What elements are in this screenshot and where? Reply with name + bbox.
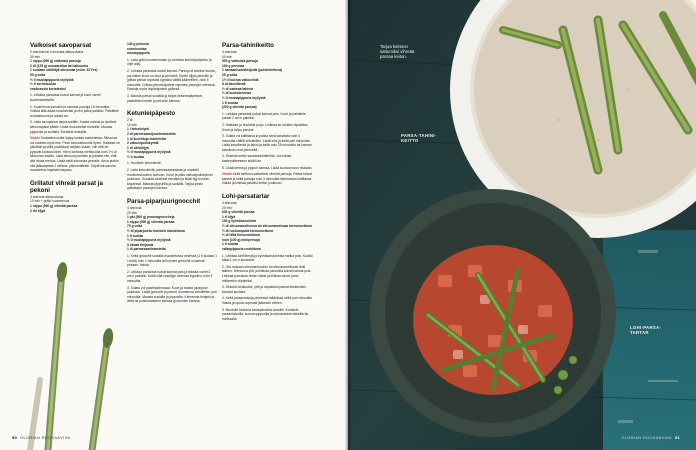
recipe-servings: 2 annosta tai 4 annosta alkuruokana [30,50,84,54]
caption-title: LOHI-PARSA-TARTAR [630,325,662,336]
ingredient: ½ dl tilliä hienonnettuna [222,233,260,238]
recipe-step: 1. Leikkaa parsoista kuivat kannat pois. Kuori ja paloittele parsat 2 cm:n paloiksi. [222,111,306,121]
recipe-parsa-tahinikeitto [222,42,314,186]
tip-label: Vinkki [30,136,40,141]
ingredient: 1½ tl kuivaa valkoviiniä [222,77,259,82]
ingredient: 1 suolaan säilöttyä sitruunaa (esim. ATYes) [30,68,98,73]
ingredient: ½ tl mustapippuria myllystä [127,150,171,155]
ingredient: noin (100 g) minipersoja [222,237,260,242]
recipe-time: 20 min [127,210,137,215]
recipe-time: 10 min + grillin kuumennus [30,199,70,204]
page-gutter [345,0,351,450]
recipe-step: 4. Soseuta keitto sauvasekoittimella. Jos haluat kastepuitteeseen siivilöi se. [222,154,292,164]
recipe-time: 20 min [222,205,232,210]
ingredient: 1 l ketunleipiä [127,127,149,132]
page-number: 51 [674,435,680,440]
recipe-servings: 2 dl [127,118,133,123]
recipe-tip [222,172,314,186]
recipe-title: Ketunleipäpesto [127,110,176,118]
recipe-step: 1. Keitä gnocchit suolalla maustetussa vedessä (1 tl suolaa/ 1 l vettä) noin 2 minuuttia tai kunnes gnocchit nousevat pintaan. Valuta. [127,253,217,268]
ingredient: 1 tl suolaa [127,233,144,238]
ingredient: 1 tl suolaa [222,242,239,247]
page-footer-left [12,435,71,440]
ingredient: 1 nippu (500 g) vihreää parsaa [30,204,78,209]
ingredient: ½ tl mustapippuria myllystä [127,238,171,243]
ingredient: 150 g kylmäsavulohta [222,219,257,224]
ingredient: 1 banaanisalottisipulia (puhdistettuna) [222,68,283,73]
recipe-step: 3. Laita savuparsat tarjoiluvadille. Kaada voisula ja ripottele sitruunapalat päälle. Lisää mozzarellat reunoille. Mausta pippurilla ja suolalla. Koristele krassilla. [30,120,117,134]
magazine-title: GLORIAN RUOKA&VIINI [621,435,672,440]
ingredient: 1 nippu (500 g) vihreää parsaa [127,219,175,224]
ingredient: ½ tl mustapippuria myllystä [30,77,74,82]
ingredient: 500 g valkoisia parsoja [222,59,258,64]
ingredient: 1 tl suolaa [222,100,239,105]
page-number: 50 [12,435,18,440]
recipe-step: 3. Sulata voi paistinpannussa. Kuori ja raasta piparjuuri joukkoon. Lisää gnocchit ja parsat, kuumenna sekoitellen pari minuuttia. Mausta suolalla ja pippurilla. Kiemenna timjami ja lisää ne juustoraasteen kanssa gnocchien kanssa. [127,285,217,304]
recipe-step: 2. Halkaise ja huuhtele purjo. Leikkaa se ohuiksi viipaleiksi. Kuori ja lohko peruna. [222,122,309,132]
caption-lohi [630,325,670,335]
ingredient: 50 g voita [30,72,46,77]
recipe-step: 2. Laita ketunleivät, parmesaaniraaste ja mantelit monitoimikoneen kulhoon. Kuori ja pilko valkosipulinkynnet joukkoon. Sosauta ainekset tahnaksi ja lisää öljy koneen käydessä. Mausta pippurilla ja suolalla. Tarjoa pesto grillattujen parsojen kanssa. [127,168,213,191]
tartar-plate-image [368,185,618,440]
ingredient: 1 tl öljyä [222,214,236,219]
ingredient: ½ tl mustapippuria myllystä [222,95,266,100]
ingredient: 3 oksaa timjamia [127,242,154,247]
tip-text: Suolasitruunoita löytyy isoista marketeista. Sitruunat voi suolata myös itse. Pese luomusitruunia hyvin. Halkaise ne pituittain ja viillä puolikkaat neljään osaan, niin että ne pysyvät koossa kiinni. Hiero karkeaa merisuolaa noin 1½ dl sitruunan sisään. Laita sitruuna purkkiin ja paineta niin, että sitä irtoaa mehua. Lisää vielä sitruunaa pinnalle. Anna purkin olla jääkaapissa 2 viikkoa, pitemmällekin. Käytä sitruunoita mausteena kaprisien tapaan. [30,136,120,173]
ingredient: 2 valkosipulinkynttä [127,141,159,146]
ingredient: mustapippuria [127,51,150,56]
recipe-step: 1. Leikkaa parsoista kuivat kannat ja kuori varret kuorimaveitsellä. [30,93,101,102]
recipe-step: 2. Kuumenna savustin ja savusta parsoja 15 minuuttia. Voiluta sillä aikaa mozzarellat ja revi palloi paloiksi. Paloittele suolasitruuna ja sulata voi. [30,104,119,118]
recipe-servings: 4 annosta alkuruokana [30,194,64,199]
recipe-time: 10 min [127,122,137,127]
ingredient: 2 dl parmesaanijuustoraastetta [127,131,176,136]
recipe-title: Parsa-tahinikeitto [222,42,274,49]
ingredient: ½ dl sitruunavoihenna tai sitruunamehuaa hienonnettuna [222,224,312,228]
ingredient: vesikrassia koristeeksi [30,86,66,91]
ingredient: (200 g vihreää parsaa) [222,105,257,110]
recipe-step: 5. Muotoile lohiseos tartarpihveiksi autoille. Koristele parsanlatvoilla, kuuma-pippurilla ja sitruunankerrokkeilla tai melissalla. [222,307,309,321]
recipe-step: 3. Sulata voi kattilassa ja paista siinä kasviksia noin 4 minuuttia välillä sekoitellen. Lisää viini ja keitä pari minuuttia. Lisää kasvilientä ja tahini ja keitä noin 25 minuuttia tai kunnes kasvikset ovat pehmeitä. [222,134,312,152]
recipe-title: Parsa-piparjuurignocchit [127,198,201,206]
recipe-tip [30,136,120,173]
ingredient: 25 g voita [222,72,238,77]
recipe-step: 1. Laita grilli kuumenemaan ja voimista ketunleipäpesto (s. ohje alla). [127,57,213,67]
recipe-servings: 4 annosta [222,201,237,206]
recipe-step: 1. Huuhtele ketunleivät. [127,161,162,166]
column-1 [30,42,120,220]
ingredient: 1 nippu (500 g) valkoisia parsoja [30,59,81,64]
ingredient: ½ dl ruohosipulia hienonnettuna [222,228,273,233]
recipe-title: Valkoiset savoparsat [30,42,92,49]
ingredient: sormisuolaa [127,46,147,51]
recipe-step: 3. Mausta parsat suolalla ja tarjoa ketunleipäpeston, paahdetun leivän ja pekonin kanssa. [127,93,204,103]
recipe-step: 2. Leikkaa parsoista kuivat kannat. Parsoja ei tarvitse kuoria, jos niiden kuori on ohut ja pehmeä. Sivele öljyä parsoille ja grillaa parsat nopeasti kypsiksi välillä käännellen, noin 5 minuuttia. Grillaa pekoniviipaleet rapeaksi parsojen vieressä. Paahda myös leipäviipaleet grillissä. [127,68,216,92]
ingredient: 600 g vihreää parsaa [222,210,255,215]
recipe-time: 40 min [222,54,232,59]
ingredient: ½ dl piparjuurta hienoksi raastettuna [127,229,185,233]
ingredient: ½ tl sormisuolaa [30,82,57,87]
column-3 [222,42,314,328]
caption-top: Tarjoa keittoon sattumiksi vihreää parsaa keiton. [380,44,415,60]
caption-tahini [401,133,451,143]
ingredient: 140 g pekonia [127,42,149,46]
ingredient-list [30,59,120,91]
ingredient: ½ tl suolaa [127,154,145,159]
tip-text: Keitä keittoon sattumiksi vihreitä parsoja. Paista kuivat kannat ja keitä parsoja noin 3 minuuttia kiehuvassa kattilassa. Valuta ja leikkaa paloiksi keiton joukkoon. [222,172,313,186]
ingredient: 8 dl kasvilientä [222,82,246,87]
recipe-time: 30 min [30,54,40,59]
recipe-lohi-parsatartar [222,193,314,321]
ingredient: 1 dl kuorittuja manteleita [127,136,166,141]
ingredient: valkopippuria rouhittuna [222,246,261,251]
ingredient: 1 pkt (500 g) perunagnoccheja [127,215,175,220]
recipe-grillatut-parsat [30,180,120,213]
recipe-step: 4. Keitä parsanlatvoja pienessä määrässä vettä pari minuuttia. Valuta ja upota nopeasti jäävesiin veteen. [222,296,313,305]
ingredient: 75 g voita [127,224,143,229]
recipe-step: 1. Leikkaa lohifileestä ja kylmäsavulohesta nahka pois. Kuutioi kalat 1 cm:n kuutioiksi. [222,253,313,263]
recipe-grillatut-parsat-cont [127,42,217,103]
recipe-servings: 4 annosta [222,50,237,54]
asparagus-illustration [0,250,130,450]
recipe-title: Grillatut vihreät parsat ja pekoni [30,179,103,194]
recipe-valkoiset-savoparsat [30,42,120,173]
recipe-step: 5. Lisää kerma ja pippuri kanssa. Lisää suolaa maun mukaan. [222,165,313,170]
recipe-step: 3. Sekoita lohikuutiot, yrtit ja viipaloidut parsat keskenään. Mausta suolalla. [222,285,307,294]
ingredient: 1 dl oliiviöljyä [127,145,149,150]
recipe-step: 2. Ota mukaan sitruunankuoren tai sitruunamelissan lehti talteen. Hienonna yrtit ja leikkaa parsoista kuivat kannat pois. Leikkaa parsoista niiden latvat ja leikkaa varret parin millimetrin viipaleiksi. [222,264,312,283]
recipe-title: Lohi-parsatartar [222,193,270,201]
recipe-ketunleipapesto [127,110,217,191]
ingredient: 2 dl (125 g) mozzarellaa tai halloumia [30,63,88,68]
caption-title: PARSA-TAHINI-KEITTO [401,133,437,144]
recipe-step: 2. Leikkaa parsoista kuivat kannat pois ja leikkaa varret 2 cm:n paloiksi. Keitä niitä vesiöljyn vedessä kypsiksi, noin 3 minuuttia. [127,269,213,283]
magazine-title: GLORIAN RUOKA&VIINI [20,435,71,440]
ingredient: 2 rkl öljyä [30,208,46,213]
ingredient: ½ dl kuohukermaa [222,91,251,96]
recipe-parsa-piparjuurignocchit [127,198,217,304]
page-footer-right [621,435,680,440]
ingredient: 100 g perunaa [222,63,245,68]
ingredient: ½ dl vaaleaa tahinia [222,86,253,91]
ingredient: 1 dl parmesaaniraastetta [127,247,166,252]
recipe-servings: 4 annosta [127,206,142,211]
column-2 [127,42,217,311]
right-page-photo [348,0,696,450]
tip-label: Vinkki [222,172,232,177]
